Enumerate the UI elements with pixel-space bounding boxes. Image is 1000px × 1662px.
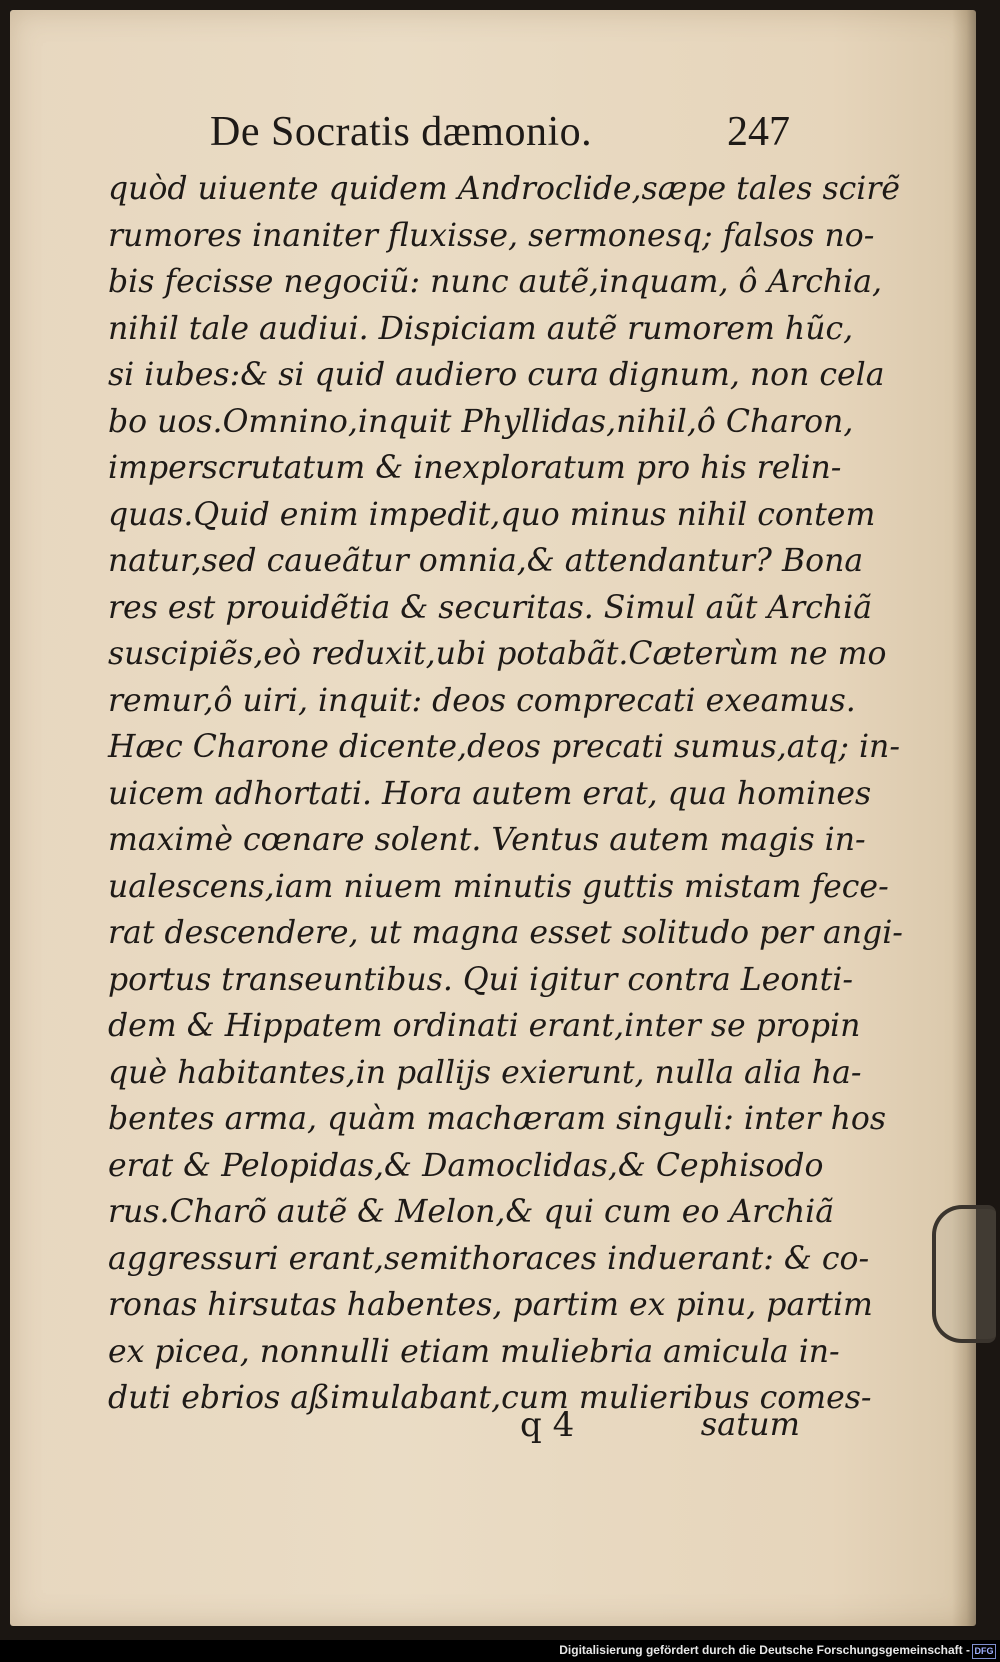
- text-line: maximè cœnare solent. Ventus autem magis in-: [108, 822, 866, 858]
- text-line: quòd uiuente quidem Androclide,sæpe tales scirẽ: [108, 171, 901, 207]
- page-header: [210, 108, 790, 168]
- text-line: res est prouidẽtia & securitas. Simul aũt Archiã: [108, 589, 873, 626]
- text-line: ex picea, nonnulli etiam muliebria amicula in-: [108, 1333, 840, 1370]
- text-line: erat & Pelopidas,& Damoclidas,& Cephisodo: [108, 1147, 824, 1184]
- funding-credit: Digitalisierung gefördert durch die Deutsche Forschungsgemeinschaft -: [559, 1643, 970, 1657]
- text-line: Hæc Charone dicente,deos precati sumus,atq; in-: [108, 729, 900, 765]
- body-text: [108, 166, 903, 1422]
- text-line: ualescens,iam niuem minutis guttis mistam fece-: [108, 868, 889, 905]
- text-line: aggressuri erant,semithoraces induerant: & co-: [108, 1240, 870, 1277]
- signature-mark: q 4: [520, 1405, 575, 1445]
- text-line: uicem adhortati. Hora autem erat, qua homines: [108, 775, 872, 812]
- page-number: 247: [727, 109, 790, 155]
- text-line: rus.Charõ autẽ & Melon,& qui cum eo Archiã: [108, 1194, 835, 1230]
- dfg-logo-icon: DFG: [972, 1644, 996, 1659]
- text-line: què habitantes,in pallijs exierunt, nulla alia ha-: [108, 1054, 862, 1091]
- text-line: rumores inaniter fluxisse, sermonesq; falsos no-: [108, 217, 875, 254]
- text-line: quas.Quid enim impedit,quo minus nihil contem: [108, 496, 876, 533]
- text-line: si iubes:& si quid audiero cura dignum, non cela: [108, 357, 885, 393]
- text-line: portus transeuntibus. Qui igitur contra Leonti-: [108, 961, 853, 998]
- text-line: bentes arma, quàm machæram singuli: inter hos: [108, 1101, 887, 1137]
- text-line: nihil tale audiui. Dispiciam autẽ rumorem hũc,: [108, 310, 854, 347]
- text-line: bo uos.Omnino,inquit Phyllidas,nihil,ô Charon,: [108, 403, 854, 440]
- text-line: suscipiẽs,eò reduxit,ubi potabãt.Cæterùm ne mo: [108, 636, 887, 672]
- text-line: imperscrutatum & inexploratum pro his relin-: [108, 450, 842, 486]
- running-title: De Socratis dæmonio.: [210, 109, 593, 155]
- text-line: remur,ô uiri, inquit: deos comprecati exeamus.: [108, 682, 856, 719]
- credit-bar: [0, 1640, 1000, 1662]
- text-line: natur,sed caueãtur omnia,& attendantur? Bona: [108, 543, 864, 579]
- text-line: duti ebrios aßimulabant,cum mulieribus comes-: [108, 1380, 872, 1416]
- catchword: satum: [700, 1405, 800, 1443]
- page-edge-shadow: [952, 10, 976, 1626]
- page-footer: [520, 1405, 800, 1455]
- text-line: rat descendere, ut magna esset solitudo per angi-: [108, 915, 903, 951]
- text-line: dem & Hippatem ordinati erant,inter se propin: [108, 1008, 861, 1044]
- book-clasp: [932, 1205, 996, 1343]
- text-line: ronas hirsutas habentes, partim ex pinu, partim: [108, 1287, 873, 1323]
- text-line: bis fecisse negociũ: nunc autẽ,inquam, ô Archia,: [108, 264, 883, 300]
